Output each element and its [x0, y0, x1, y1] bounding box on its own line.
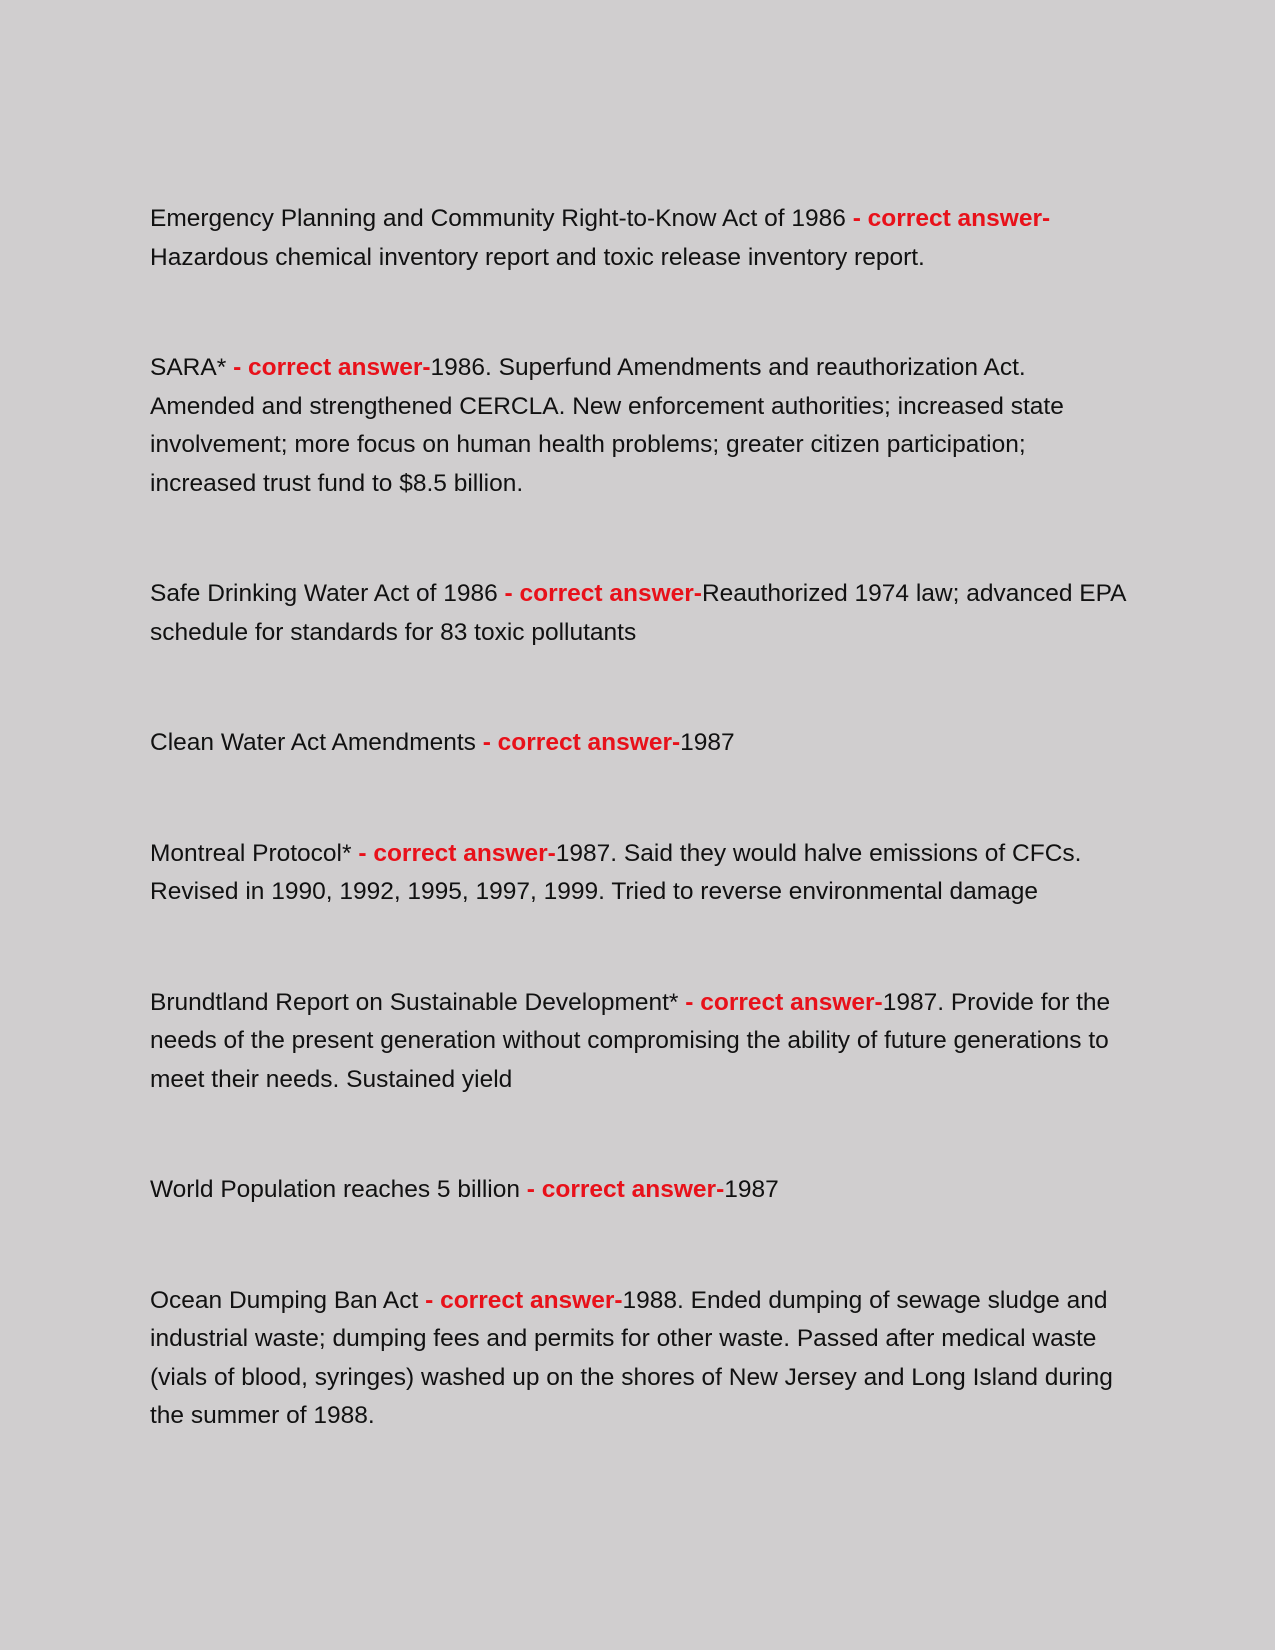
- flashcard-entry: [150, 984, 1130, 1100]
- flashcard-entry: [150, 1171, 1130, 1210]
- entry-term: Clean Water Act Amendments: [150, 729, 476, 756]
- flashcard-entry: [150, 349, 1130, 503]
- entry-term: Safe Drinking Water Act of 1986: [150, 580, 498, 607]
- correct-answer-separator: - correct answer-: [520, 1176, 725, 1203]
- entry-answer: Hazardous chemical inventory report and toxic release inventory report.: [150, 243, 925, 271]
- correct-answer-separator: - correct answer-: [845, 205, 1051, 232]
- entry-answer: 1987. Provide for the needs of the present generation without compromising the ability of future generations to meet their needs. Sustained yield: [150, 988, 1111, 1093]
- flashcard-entry: [150, 575, 1130, 652]
- entry-term: Brundtland Report on Sustainable Development*: [150, 988, 679, 1016]
- flashcard-entry: [150, 835, 1130, 912]
- flashcard-entry: [150, 200, 1130, 277]
- correct-answer-separator: - correct answer-: [351, 839, 556, 867]
- entry-term: World Population reaches 5 billion: [150, 1176, 520, 1203]
- entry-term: Montreal Protocol*: [150, 839, 352, 867]
- flashcard-entry: [150, 724, 1130, 763]
- entry-answer: Reauthorized 1974 law; advanced EPA schedule for standards for 83 toxic pollutants: [150, 580, 1126, 646]
- entry-term: SARA*: [150, 354, 227, 381]
- entry-answer: 1987. Said they would halve emissions of CFCs. Revised in 1990, 1992, 1995, 1997, 1999. Tried to reverse environmental damage: [150, 839, 1082, 905]
- correct-answer-separator: - correct answer-: [226, 354, 431, 381]
- correct-answer-separator: - correct answer-: [418, 1286, 623, 1314]
- correct-answer-separator: - correct answer-: [497, 580, 702, 607]
- entry-term: Ocean Dumping Ban Act: [150, 1286, 419, 1314]
- document-page: [150, 200, 1130, 1436]
- entry-answer: 1988. Ended dumping of sewage sludge and industrial waste; dumping fees and permits for other waste. Passed after medical waste (vials of blood, syringes) washed up on the shores of New Jersey and Long Island during the summer of 1988.: [150, 1286, 1113, 1429]
- flashcard-entry: [150, 1282, 1130, 1436]
- entry-answer: 1987: [680, 729, 735, 756]
- correct-answer-separator: - correct answer-: [475, 729, 681, 756]
- entry-answer: 1987: [724, 1176, 779, 1203]
- entry-answer: 1986. Superfund Amendments and reauthorization Act. Amended and strengthened CERCLA. New enforcement authorities; increased state involvement; more focus on human health problems; greater citizen participation; increased trust fund to $8.5 billion.: [150, 354, 1064, 497]
- entry-term: Emergency Planning and Community Right-to-Know Act of 1986: [150, 205, 846, 232]
- correct-answer-separator: - correct answer-: [678, 988, 883, 1016]
